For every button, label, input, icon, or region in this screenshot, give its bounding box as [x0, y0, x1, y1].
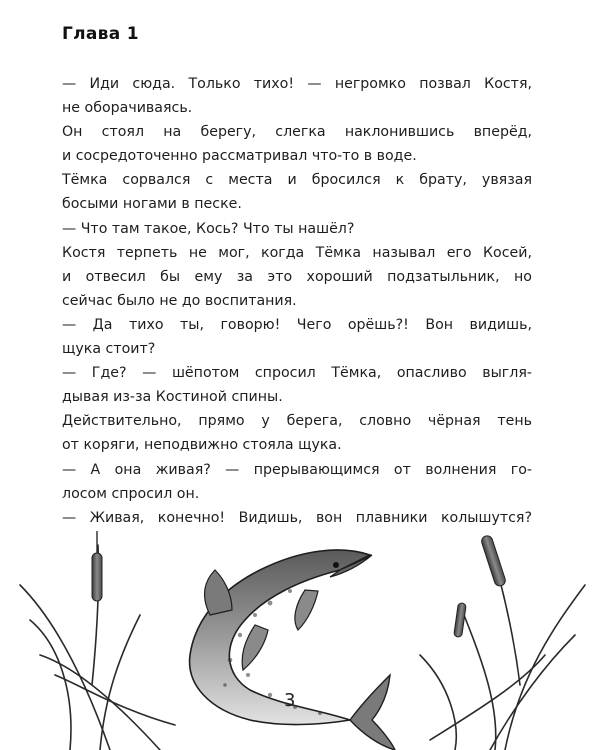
- pike-fish: [190, 550, 395, 750]
- text-line: щука стоит?: [62, 341, 156, 358]
- right-cattail: [454, 534, 507, 637]
- text-line: Костя терпеть не мог, когда Тёмка называл его Косей,: [62, 244, 532, 261]
- text-line: сейчас было не до воспитания.: [62, 292, 297, 309]
- text-line: лосом спросил он.: [62, 485, 200, 502]
- text-line: и сосредоточенно рассматривал что-то в воде.: [62, 148, 417, 165]
- pike-illustration: [0, 525, 600, 750]
- text-line: — Да тихо ты, говорю! Чего орёшь?! Вон видишь,: [62, 316, 532, 333]
- text-line: Действительно, прямо у берега, словно чёрная тень: [62, 413, 532, 430]
- left-cattail: [92, 531, 102, 601]
- text-line: — Живая, конечно! Видишь, вон плавники колышутся?: [62, 509, 532, 526]
- body-text: [62, 72, 532, 530]
- text-line: не оборачиваясь.: [62, 100, 193, 117]
- text-line: — Что там такое, Кось? Что ты нашёл?: [62, 220, 355, 237]
- chapter-heading: Глава 1: [62, 24, 139, 44]
- text-line: дывая из-за Костиной спины.: [62, 389, 283, 406]
- text-line: Он стоял на берегу, слегка наклонившись вперёд,: [62, 124, 532, 141]
- text-line: босыми ногами в песке.: [62, 196, 242, 213]
- page-number: 3: [284, 690, 296, 711]
- text-line: — Иди сюда. Только тихо! — негромко позвал Костя,: [62, 76, 532, 92]
- text-line: и отвесил бы ему за это хороший подзатыльник, но: [62, 268, 532, 285]
- text-line: Тёмка сорвался с места и бросился к брату, увязая: [62, 172, 532, 189]
- text-line: — А она живая? — прерывающимся от волнения го-: [62, 461, 532, 478]
- text-line: — Где? — шёпотом спросил Тёмка, опасливо выгля-: [62, 365, 532, 382]
- text-line: от коряги, неподвижно стояла щука.: [62, 437, 342, 454]
